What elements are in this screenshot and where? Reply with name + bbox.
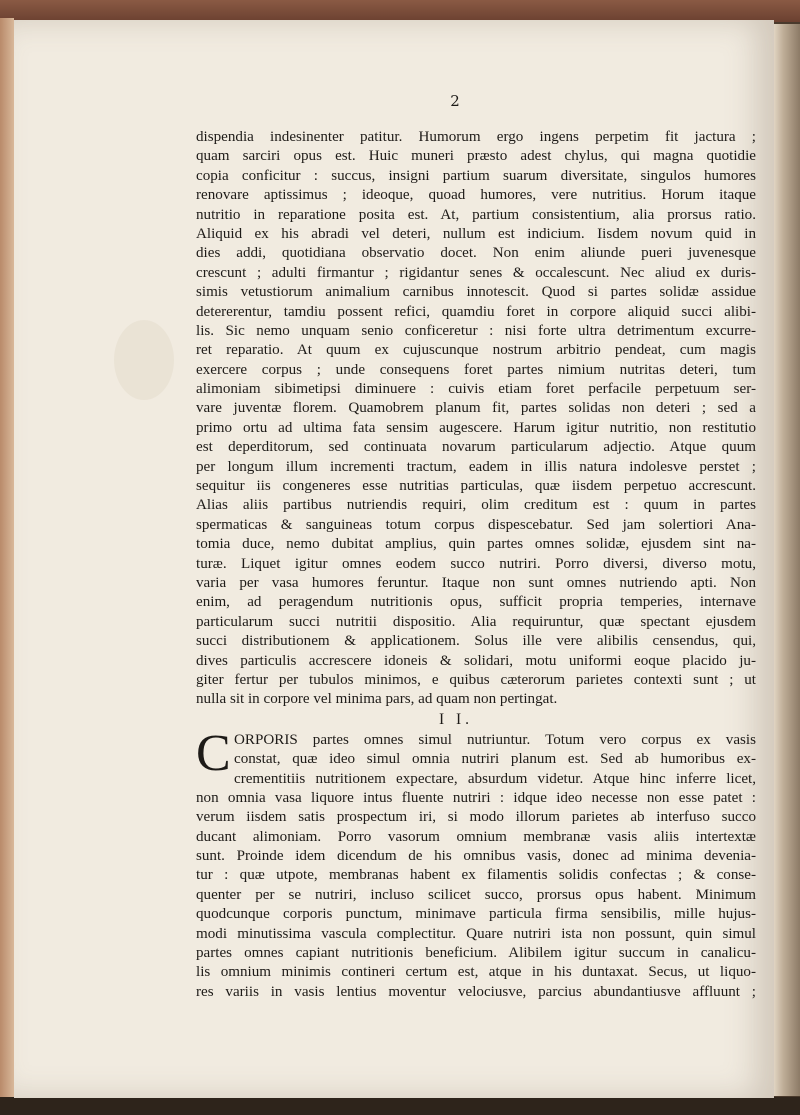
text-line: quam sarciri opus est. Huic muneri præsto adest chylus, qui magna quotidie — [196, 148, 756, 165]
paragraph-2-body — [196, 770, 756, 1003]
text-line: exercere corpus ; unde consequens foret partes nimium nutritas deteri, tum — [196, 361, 756, 378]
text-line: spermaticas & sanguineas totum corpus dispescebatur. Sed jam solertiori Ana- — [196, 516, 756, 533]
section-number: I I. — [438, 710, 474, 728]
book-bottom-edge — [0, 1097, 800, 1115]
text-line: vare juventæ florem. Quamobrem planum fit, partes solidas non deteri ; sed a — [196, 400, 756, 417]
text-line: nutritio in reparatione posita est. At, partium consistentium, alia prorsus ratio. — [196, 206, 756, 223]
text-line: simis vetustiorum animalium carnibus innotescit. Quod si partes solidæ assidue — [196, 284, 756, 301]
text-line: verum iisdem satis prospectum iri, si modo illorum parietes ab interfuso succo — [196, 809, 756, 826]
paragraph-2 — [196, 724, 756, 1002]
text-line: tomia duce, nemo dubitat amplius, quin partes omnes solidæ, ejusdem sint na- — [196, 536, 756, 553]
paragraph-2-opening — [196, 731, 756, 770]
signature-mark: 2 — [450, 92, 460, 110]
text-line: particularum succi nutritii dispositio. Alia requiruntur, quæ spectant ejusdem — [196, 613, 756, 630]
text-line: Aliquid ex his abradi vel deteri, nullum est indicium. Iisdem novum quid in — [196, 225, 756, 242]
text-line: partes omnes capiant nutritionis beneficium. Alibilem igitur succum in canalicu- — [196, 945, 756, 962]
text-line: quodcunque corporis punctum, minimave particula firma sensibilis, mille hujus- — [196, 906, 756, 923]
text-line: lis omnium minimis contineri certum est, atque in his duntaxat. Secus, ut liquo- — [196, 964, 756, 981]
text-line: nulla sit in corpore vel minima pars, ad quam non pertingat. — [196, 691, 558, 708]
text-line: sunt. Proinde idem dicendum de his omnibus vasis, donec ad minima devenia- — [196, 848, 756, 865]
text-line: res variis in vasis lentius moventur velociusve, parcius abundantiusve affluunt ; — [196, 983, 756, 1000]
text-line: enim, ad peragendum nutritionis opus, sufficit propria temperies, internave — [196, 594, 756, 611]
book-top-edge — [0, 0, 800, 22]
text-line: alimoniam sibimetipsi diminuere : cuivis etiam foret perfacile perpetuum ser- — [196, 381, 756, 398]
text-line: tur : quæ utpote, membranas habent ex filamentis solidis confectas ; & conse- — [196, 867, 756, 884]
text-line: sequitur iis congeneres esse nutritias particulas, quæ iisdem perpetuo accrescunt. — [196, 478, 756, 495]
text-line: lis. Sic nemo unquam senio conficeretur : nisi forte ultra detrimentum excurre- — [196, 322, 756, 339]
body-text — [196, 128, 756, 1002]
book-page-edges — [772, 24, 800, 1096]
text-line: est deperditorum, sed continuata novarum particularum adjectio. Atque quum — [196, 439, 756, 456]
text-line: quenter per se nutriri, incluso scilicet succo, prorsus opus habent. Minimum — [196, 886, 756, 903]
text-line: crementitiis nutritionem expectare, absurdum videtur. Atque hinc inferre licet, — [234, 770, 756, 787]
drop-cap: C — [196, 724, 231, 782]
text-line: dispendia indesinenter patitur. Humorum ergo ingens perpetim fit jactura ; — [196, 129, 756, 145]
text-line: succi distributionem & applicationem. Solus ille vere alibilis censendus, qui, — [196, 633, 756, 650]
text-line: varia per vasa humores feruntur. Itaque non sunt omnes nutriendo apti. Non — [196, 574, 756, 591]
paper-stain — [114, 320, 174, 400]
text-line: ducant alimoniam. Porro vasorum omnium membranæ vasis aliis intertextæ — [196, 828, 756, 845]
text-line: renovare aptissimus ; ideoque, quoad humores, vere nutritius. Horum itaque — [196, 187, 756, 204]
text-line: per longum illum incrementi tractum, eadem in illis natura indolesve perstet ; — [196, 458, 756, 475]
text-line: copia conficitur : succus, insigni partium suarum diversitate, singulos humores — [196, 167, 756, 184]
text-line: ret reparatio. At quum ex cujuscunque nostrum arbitrio pendeat, cum magis — [196, 342, 756, 359]
text-line: detererentur, tamdiu possent refici, quamdiu foret in corpore aliquid succi alibi- — [196, 303, 756, 320]
text-line: crescunt ; adulti firmantur ; rigidantur senes & occalescunt. Nec aliud ex duris- — [196, 264, 756, 281]
text-line: giter fertur per tubulos minimos, e quibus cæterorum parietes contexti sunt ; ut — [196, 671, 756, 688]
paragraph-1 — [196, 128, 756, 710]
text-line: turæ. Liquet igitur omnes eodem succo nutriri. Porro diversi, diverso motu, — [196, 555, 756, 572]
text-line: dies addi, quotidiana observatio docet. Non enim aliunde pueri juvenesque — [196, 245, 756, 262]
text-line: non omnia vasa liquore intus fluente nutriri : idque ideo necesse non esse patet : — [196, 789, 756, 806]
text-line: primo ortu ad ultima fata sensim augescere. Harum igitur nutritio, non restitutio — [196, 419, 756, 436]
text-line: Alias aliis partibus nutriendis requiri, olim creditum est : quum in partes — [196, 497, 756, 514]
text-line: ORPORIS partes omnes simul nutriuntur. Totum vero corpus ex vasis — [234, 731, 756, 748]
text-line: dives particulis accrescere idoneis & solidari, motu uniformi eoque placido ju- — [196, 652, 756, 669]
book-left-edge — [0, 18, 14, 1098]
text-line: modi minutissima vascula complectitur. Quare nutriri ista non possunt, quin simul — [196, 925, 756, 942]
text-line: constat, quæ ideo simul omnia nutriri planum est. Sed ab humoribus ex- — [234, 751, 756, 768]
